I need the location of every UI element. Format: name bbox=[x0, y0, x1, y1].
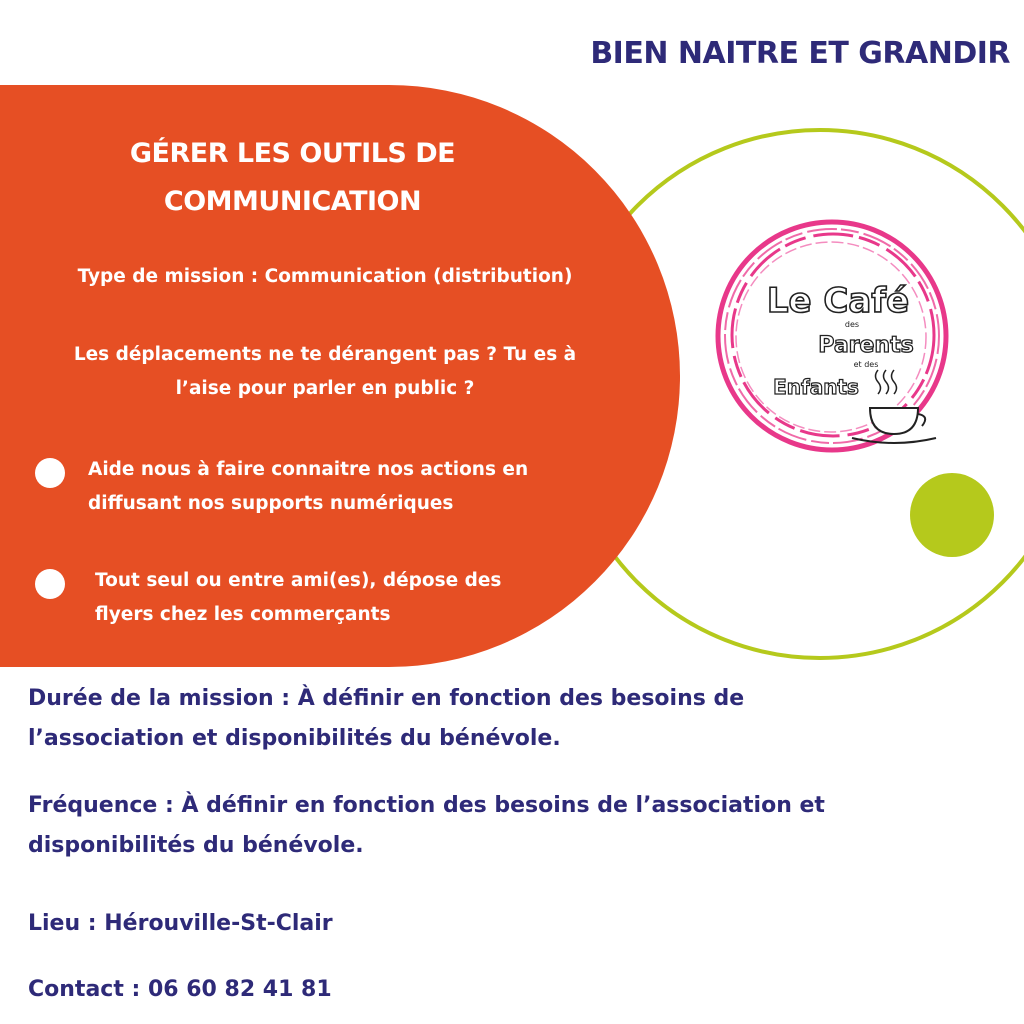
bullet-dot-icon bbox=[35, 458, 65, 488]
bullet-item-1 bbox=[88, 453, 528, 521]
logo-word-des: des bbox=[844, 320, 860, 329]
mission-duration bbox=[28, 679, 744, 759]
mission-question bbox=[20, 338, 630, 406]
mission-frequency bbox=[28, 786, 825, 866]
mission-contact: Contact : 06 60 82 41 81 bbox=[28, 977, 332, 1002]
saucer-icon bbox=[852, 438, 936, 443]
bullet-item-1-line-1: Aide nous à faire connaitre nos actions en bbox=[88, 459, 529, 480]
bullet-item-1-line-2: diffusant nos supports numériques bbox=[88, 493, 454, 514]
bullet-dot-icon bbox=[35, 569, 65, 599]
cup-icon bbox=[870, 408, 918, 434]
logo-word-parents: Parents bbox=[818, 333, 914, 358]
mission-frequency-line-2: disponibilités du bénévole. bbox=[28, 833, 364, 858]
mission-question-line-2: l’aise pour parler en public ? bbox=[175, 378, 475, 399]
mission-location: Lieu : Hérouville-St-Clair bbox=[28, 911, 333, 936]
mission-type: Type de mission : Communication (distribution) bbox=[77, 266, 573, 287]
page-title: BIEN NAITRE ET GRANDIR bbox=[590, 36, 1010, 71]
bullet-item-2-line-1: Tout seul ou entre ami(es), dépose des bbox=[95, 570, 502, 591]
logo-word-le-cafe: Le Café bbox=[766, 281, 910, 321]
decorative-green-dot bbox=[910, 473, 994, 557]
cup-handle-icon bbox=[918, 414, 925, 426]
mission-question-line-1: Les déplacements ne te dérangent pas ? Tu es à bbox=[73, 344, 577, 365]
cafe-parents-enfants-logo bbox=[712, 212, 952, 460]
mission-duration-line-1: Durée de la mission : À définir en fonction des besoins de bbox=[28, 686, 745, 711]
logo-word-enfants: Enfants bbox=[773, 375, 859, 399]
mission-duration-line-2: l’association et disponibilités du bénévole. bbox=[28, 726, 561, 751]
logo-word-et-des: et des bbox=[853, 360, 879, 369]
mission-frequency-line-1: Fréquence : À définir en fonction des besoins de l’association et bbox=[28, 793, 825, 818]
mission-title-line-1: GÉRER LES OUTILS DE bbox=[129, 138, 456, 169]
bullet-item-2 bbox=[95, 564, 501, 632]
mission-title-line-2: COMMUNICATION bbox=[163, 186, 422, 217]
bullet-item-2-line-2: flyers chez les commerçants bbox=[95, 604, 391, 625]
mission-title bbox=[40, 130, 545, 226]
steam-icon bbox=[876, 370, 897, 394]
